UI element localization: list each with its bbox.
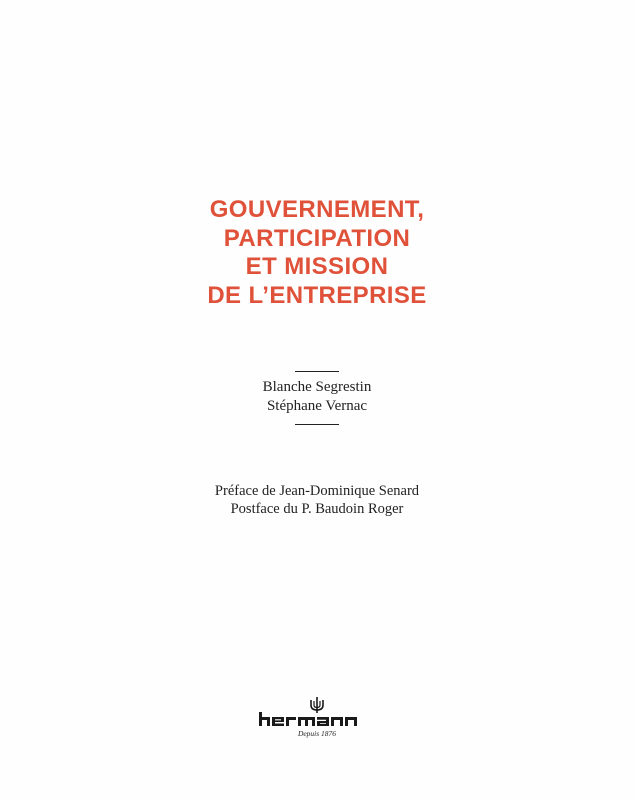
authors [0,378,634,416]
postface-credit: Postface du P. Baudoin Roger [230,501,404,517]
publisher-since: Depuis 1876 [297,729,337,738]
preface-credit: Préface de Jean-Dominique Senard [214,483,420,499]
title-line-1: GOUVERNEMENT, [209,196,425,223]
author-2: Stéphane Vernac [266,398,368,414]
contributors [0,482,634,518]
title-line-3: ET MISSION [245,253,389,280]
divider-top [295,371,339,372]
publisher-logo [257,696,377,746]
publisher-wordmark [257,711,377,727]
title-line-4: DE L’ENTREPRISE [207,281,427,309]
author-1: Blanche Segrestin [262,379,372,395]
book-title [0,196,634,310]
divider-bottom [295,424,339,425]
title-line-2: PARTICIPATION [223,224,411,252]
